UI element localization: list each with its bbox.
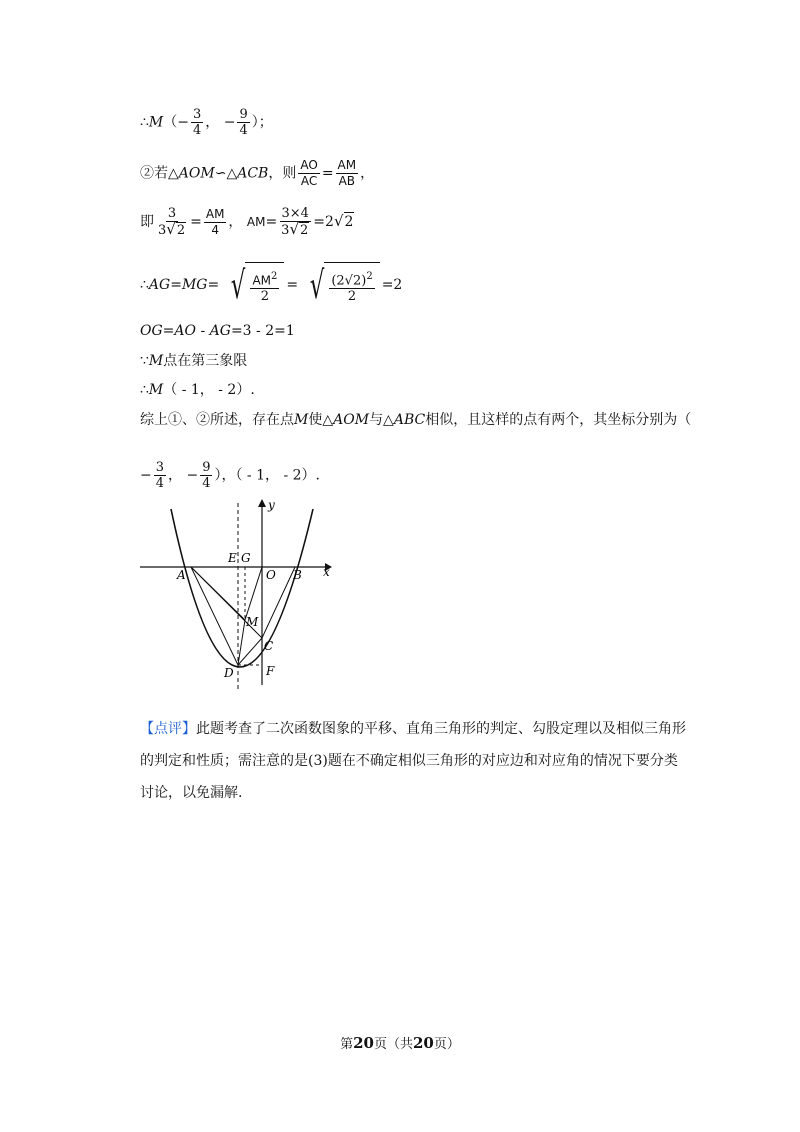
label-d: D <box>224 666 234 680</box>
label-b: B <box>293 568 302 582</box>
text-m-third-quadrant: ∵M点在第三象限 <box>140 353 248 369</box>
label-e: E <box>228 551 237 565</box>
y-axis-arrow <box>258 499 266 507</box>
formula-am-value: 即 3 3 √ 2 = $\frac{AM}{4}$ ， AM= 3×4 3 √ 2 =2 √ 2 <box>140 206 354 238</box>
label-y: y <box>268 498 275 512</box>
review-line-2: 的判定和性质；需注意的是(3)题在不确定相似三角形的对应边和对应角的情况下要分类 <box>140 753 678 769</box>
parabola-figure <box>135 495 335 695</box>
review-line-3: 讨论，以免漏解. <box>140 785 243 801</box>
label-o: O <box>266 568 276 582</box>
line-om <box>245 567 262 620</box>
label-m: M <box>246 615 259 629</box>
label-x: x <box>323 565 330 579</box>
label-a: A <box>177 568 186 582</box>
page-total: 20 <box>413 1034 434 1052</box>
page-number: 20 <box>353 1034 374 1052</box>
parabola-curve <box>171 509 313 667</box>
review-line-1: 【点评】此题考查了二次函数图象的平移、直角三角形的判定、勾股定理以及相似三角形 <box>140 721 686 737</box>
review-tag: 【点评】 <box>140 721 196 737</box>
formula-m-coordinates-2: ∴M（ - 1， - 2）. <box>140 382 255 398</box>
label-g: G <box>241 551 251 565</box>
line-ad <box>191 567 238 665</box>
formula-m-coordinates-1: ∴M（− $\frac{3}{4}$ ， − $\frac{9}{4}$ ）； <box>140 107 273 138</box>
formula-og: OG=AO - AG=3 - 2=1 <box>140 323 295 339</box>
formula-similarity-case-2: ②若△AOM∽△ACB，则 $\frac{AO}{AC}$ = $\frac{AM}{AB}$ ， <box>140 158 375 188</box>
formula-final-coordinates: − $\frac{3}{4}$ ， − $\frac{9}{4}$ ），（ - 1， - 2）. <box>140 460 321 491</box>
text-conclusion: 综上①、②所述，存在点M使△AOM与△ABC相似，且这样的点有两个，其坐标分别为（ <box>140 412 692 428</box>
label-c: C <box>264 639 274 653</box>
formula-ag-mg: ∴AG=MG= √ $\frac{AM^2}{2}$ = √ $\frac{(2√2)^2}{2}$ =2 <box>140 263 403 307</box>
page-footer: 第20页（共20页） <box>340 1034 460 1052</box>
label-f: F <box>266 664 275 678</box>
